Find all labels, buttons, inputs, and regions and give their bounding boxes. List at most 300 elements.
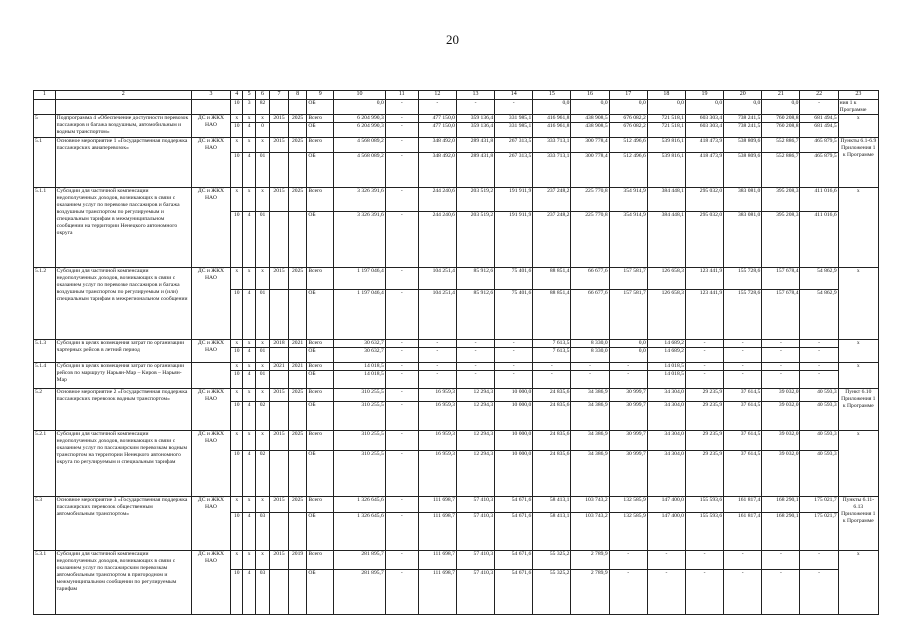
year-amount: - [385, 451, 418, 497]
amount-cell: 0,0 [609, 100, 647, 115]
code-cell: 4 [243, 371, 255, 389]
year-amount: 40 593,3 [800, 402, 838, 431]
code-cell: 82 [255, 100, 269, 115]
note-cell: x [838, 188, 878, 268]
row-title: Субсидии в целях возмещения затрат по организации рейсов по маршруту Нарьян-Мар – Киров – Нарьян-Мар [55, 363, 191, 389]
column-header: 23 [838, 91, 878, 100]
ob-amount: 4 568 089,2 [334, 153, 386, 188]
source-label: Всего [307, 268, 334, 290]
amount-cell: - [800, 100, 838, 115]
year-amount: 7 613,5 [533, 340, 571, 348]
year-amount: - [724, 363, 762, 371]
column-header: 21 [762, 91, 800, 100]
year-amount: - [385, 340, 418, 348]
year-amount: - [800, 348, 838, 363]
year-amount: 39 032,0 [762, 402, 800, 431]
source-label: ОБ [307, 290, 334, 340]
year-amount: - [385, 138, 418, 153]
year-amount: - [647, 570, 685, 615]
end-year: 2025 [288, 497, 307, 513]
source-label: Всего [307, 431, 334, 451]
column-header: 7 [270, 91, 289, 100]
year-amount: 24 835,6 [533, 389, 571, 402]
code-cell: x [243, 363, 255, 371]
year-amount: - [685, 551, 723, 570]
code-cell: 10 [231, 100, 243, 115]
year-amount: 111 698,7 [418, 497, 456, 513]
year-amount: - [385, 513, 418, 551]
year-amount: - [685, 363, 723, 371]
year-amount: 24 835,6 [533, 402, 571, 431]
year-amount: 539 816,1 [647, 138, 685, 153]
year-amount: - [609, 551, 647, 570]
page-number: 20 [446, 32, 459, 47]
column-header: 15 [533, 91, 571, 100]
column-header: 20 [724, 91, 762, 100]
executor-cell: ДС и ЖКХ НАО [191, 497, 230, 551]
year-amount: 147 400,0 [647, 513, 685, 551]
year-amount: - [533, 371, 571, 389]
code-cell: 4 [243, 570, 255, 615]
year-amount: - [385, 268, 418, 290]
year-amount: 157 581,7 [609, 290, 647, 340]
amount-cell: 0,0 [647, 100, 685, 115]
code-cell: x [243, 188, 255, 212]
year-amount: 10 000,0 [495, 402, 533, 431]
table-row [34, 340, 879, 348]
code-cell: x [243, 497, 255, 513]
year-amount: 34 386,9 [571, 451, 609, 497]
column-header: 4 [231, 91, 243, 100]
note-cell: ния 1 к Программе [838, 100, 878, 115]
empty-cell [288, 513, 307, 551]
start-year: 2015 [270, 138, 289, 153]
year-amount: 24 835,6 [533, 431, 571, 451]
ob-amount: 1 197 046,4 [334, 290, 386, 340]
code-cell: 01 [255, 290, 269, 340]
year-amount: 0,0 [609, 340, 647, 348]
year-amount: 34 304,0 [647, 431, 685, 451]
code-cell: x [231, 551, 243, 570]
start-year: 2015 [270, 431, 289, 451]
year-amount: 157 678,4 [762, 290, 800, 340]
executor-cell: ДС и ЖКХ НАО [191, 268, 230, 340]
column-header: 22 [800, 91, 838, 100]
executor-cell: ДС и ЖКХ НАО [191, 551, 230, 615]
year-amount: 157 581,7 [609, 268, 647, 290]
table-row [34, 138, 879, 153]
note-cell: x [838, 431, 878, 497]
year-amount: 37 614,5 [724, 389, 762, 402]
column-header: 9 [307, 91, 334, 100]
source-cell: ОБ [307, 100, 334, 115]
year-amount: 34 386,9 [571, 431, 609, 451]
row-number: 5.3.1 [34, 551, 56, 615]
year-amount: 111 698,7 [418, 513, 456, 551]
year-amount: - [609, 371, 647, 389]
ob-amount: 6 204 990,3 [334, 123, 386, 138]
year-amount: - [385, 389, 418, 402]
year-amount: - [385, 348, 418, 363]
year-amount: 34 304,0 [647, 389, 685, 402]
year-amount: 155 728,6 [724, 268, 762, 290]
empty-cell [270, 371, 289, 389]
year-amount: 175 021,7 [800, 497, 838, 513]
total-amount: 6 204 990,3 [334, 115, 386, 123]
year-amount: 75 401,6 [495, 290, 533, 340]
year-amount: - [418, 371, 456, 389]
end-year: 2025 [288, 389, 307, 402]
code-cell: 02 [255, 451, 269, 497]
year-amount: 16 959,3 [418, 389, 456, 402]
year-amount: - [385, 431, 418, 451]
year-amount: 395 208,3 [762, 212, 800, 268]
year-amount: 14 018,5 [647, 363, 685, 371]
year-amount: - [456, 348, 494, 363]
year-amount: 411 016,6 [800, 188, 838, 212]
executor-cell [191, 363, 230, 389]
total-amount: 1 197 046,4 [334, 268, 386, 290]
year-amount: 295 032,0 [685, 188, 723, 212]
year-amount: - [456, 340, 494, 348]
year-amount: 57 410,3 [456, 570, 494, 615]
year-amount: - [609, 363, 647, 371]
code-cell: 4 [243, 123, 255, 138]
year-amount: 411 016,6 [800, 212, 838, 268]
year-amount: - [456, 371, 494, 389]
ob-amount: 3 326 391,6 [334, 212, 386, 268]
code-cell: x [255, 497, 269, 513]
empty-cell [288, 451, 307, 497]
code-cell: x [231, 431, 243, 451]
source-label: Всего [307, 340, 334, 348]
code-cell: 4 [243, 348, 255, 363]
code-cell: x [243, 389, 255, 402]
row-title: Субсидии для частичной компенсации недополученных доходов, возникающих в связи с оказанием услуг по пассажирским перевозкам автомобильным транспортом в пригородном и межмуниципальном сообщении по регулируемым тарифам [55, 551, 191, 615]
column-header: 5 [243, 91, 255, 100]
year-amount: 123 441,9 [685, 290, 723, 340]
total-amount: 281 895,7 [334, 551, 386, 570]
year-amount: 203 519,2 [456, 188, 494, 212]
year-amount: 16 959,3 [418, 451, 456, 497]
year-amount: 168 290,1 [762, 513, 800, 551]
year-amount: 75 401,6 [495, 268, 533, 290]
year-amount: - [800, 363, 838, 371]
column-header: 19 [685, 91, 723, 100]
empty-cell [270, 402, 289, 431]
year-amount: 244 240,6 [418, 212, 456, 268]
year-amount: 54 862,9 [800, 268, 838, 290]
table-row [34, 188, 879, 212]
column-header: 17 [609, 91, 647, 100]
year-amount: 29 235,9 [685, 431, 723, 451]
year-amount: - [800, 570, 838, 615]
code-cell: 10 [231, 348, 243, 363]
amount-cell: 0,0 [334, 100, 386, 115]
column-header: 10 [334, 91, 386, 100]
table-row [34, 389, 879, 402]
row-title: Подпрограмма 4 «Обеспечение доступности перевозок пассажиров и багажа воздушным, автомобильным и водным транспортом» [55, 115, 191, 138]
year-amount: 104 251,4 [418, 268, 456, 290]
year-amount: 676 082,2 [609, 115, 647, 123]
note-cell: x [838, 551, 878, 615]
empty-cell [270, 212, 289, 268]
source-label: ОБ [307, 451, 334, 497]
year-amount: 395 208,3 [762, 188, 800, 212]
year-amount: 14 018,5 [647, 371, 685, 389]
year-amount: 603 303,4 [685, 123, 723, 138]
amount-cell: 0,0 [685, 100, 723, 115]
note-cell: x [838, 115, 878, 138]
year-amount: 85 912,6 [456, 268, 494, 290]
empty-cell [288, 212, 307, 268]
source-label: ОБ [307, 402, 334, 431]
year-amount: 16 959,3 [418, 402, 456, 431]
year-amount: - [647, 551, 685, 570]
year-amount: - [495, 363, 533, 371]
year-amount: 30 999,7 [609, 451, 647, 497]
source-label: ОБ [307, 371, 334, 389]
year-amount: - [495, 371, 533, 389]
total-amount: 14 018,5 [334, 363, 386, 371]
year-amount: - [385, 570, 418, 615]
table-row [34, 115, 879, 123]
year-amount: 39 032,0 [762, 451, 800, 497]
year-amount: - [685, 348, 723, 363]
ob-amount: 1 326 645,6 [334, 513, 386, 551]
year-amount: 66 677,6 [571, 290, 609, 340]
code-cell: 10 [231, 212, 243, 268]
end-year: 2025 [288, 138, 307, 153]
end-year: 2019 [288, 551, 307, 570]
year-amount: 7 613,5 [533, 348, 571, 363]
row-number: 5.2 [34, 389, 56, 431]
year-amount: 104 251,4 [418, 290, 456, 340]
year-amount: 57 410,3 [456, 551, 494, 570]
year-amount: 40 593,3 [800, 389, 838, 402]
year-amount: 57 410,3 [456, 513, 494, 551]
code-cell: 4 [243, 290, 255, 340]
year-amount: - [724, 348, 762, 363]
year-amount: - [418, 363, 456, 371]
year-amount: 438 908,5 [571, 123, 609, 138]
year-amount: 161 817,4 [724, 513, 762, 551]
year-amount: 155 728,6 [724, 290, 762, 340]
year-amount: 10 000,0 [495, 389, 533, 402]
column-header: 6 [255, 91, 269, 100]
year-amount: 681 494,5 [800, 115, 838, 123]
source-label: Всего [307, 551, 334, 570]
year-amount: 552 886,7 [762, 153, 800, 188]
year-amount: - [609, 570, 647, 615]
row-number: 5.1.2 [34, 268, 56, 340]
ob-amount: 310 255,5 [334, 402, 386, 431]
end-year: 2021 [288, 340, 307, 348]
ob-amount: 30 632,7 [334, 348, 386, 363]
year-amount: - [724, 551, 762, 570]
code-cell: x [231, 138, 243, 153]
source-label: Всего [307, 389, 334, 402]
year-amount: 39 032,0 [762, 431, 800, 451]
year-amount: 29 235,9 [685, 389, 723, 402]
year-amount: 738 241,5 [724, 115, 762, 123]
year-amount: 126 658,3 [647, 268, 685, 290]
table-row [34, 268, 879, 290]
year-amount: 103 743,2 [571, 513, 609, 551]
column-header: 3 [191, 91, 230, 100]
year-amount: 416 961,8 [533, 123, 571, 138]
source-label: ОБ [307, 570, 334, 615]
table-row [34, 363, 879, 371]
year-amount: 603 303,4 [685, 115, 723, 123]
row-title: Субсидии в целях возмещения затрат по организации чартерных рейсов в летний период [55, 340, 191, 363]
year-amount: 30 999,7 [609, 389, 647, 402]
total-amount: 310 255,5 [334, 431, 386, 451]
year-amount: - [385, 371, 418, 389]
code-cell: 0 [255, 123, 269, 138]
source-label: ОБ [307, 212, 334, 268]
year-amount: 10 000,0 [495, 431, 533, 451]
amount-cell: - [418, 100, 456, 115]
note-cell: x [838, 363, 878, 389]
column-header: 16 [571, 91, 609, 100]
year-amount: - [724, 570, 762, 615]
year-amount: - [762, 363, 800, 371]
note-cell: Пункты 6.1-6.9 Приложения 1 к Программе [838, 138, 878, 188]
code-cell: x [231, 188, 243, 212]
start-year: 2015 [270, 497, 289, 513]
code-cell: x [255, 188, 269, 212]
end-year: 2025 [288, 188, 307, 212]
executor-cell: ДС и ЖКХ НАО [191, 115, 230, 138]
year-amount: 191 911,9 [495, 212, 533, 268]
year-amount: 418 473,9 [685, 138, 723, 153]
code-cell: x [255, 138, 269, 153]
year-amount: 384 448,1 [647, 212, 685, 268]
empty-cell [270, 451, 289, 497]
code-cell: x [255, 115, 269, 123]
year-amount: 333 713,1 [533, 138, 571, 153]
row-number: 5 [34, 115, 56, 138]
source-label: Всего [307, 497, 334, 513]
year-amount: 40 593,3 [800, 431, 838, 451]
year-amount: 552 886,7 [762, 138, 800, 153]
row-number: 5.3 [34, 497, 56, 551]
code-cell: 01 [255, 212, 269, 268]
year-amount: 57 410,3 [456, 497, 494, 513]
start-year: 2018 [270, 340, 289, 348]
year-amount: - [418, 340, 456, 348]
source-label: Всего [307, 188, 334, 212]
year-amount: - [800, 371, 838, 389]
empty-cell [270, 513, 289, 551]
total-amount: 4 568 089,2 [334, 138, 386, 153]
year-amount: - [385, 290, 418, 340]
year-amount: 738 241,5 [724, 123, 762, 138]
year-amount: - [762, 551, 800, 570]
year-amount: 54 671,6 [495, 513, 533, 551]
year-amount: 539 816,1 [647, 153, 685, 188]
year-amount: 244 240,6 [418, 188, 456, 212]
code-cell: 03 [255, 513, 269, 551]
year-amount: - [385, 188, 418, 212]
year-amount: - [762, 570, 800, 615]
executor-cell: ДС и ЖКХ НАО [191, 138, 230, 188]
code-cell: 4 [243, 212, 255, 268]
year-amount: 88 851,4 [533, 290, 571, 340]
ob-amount: 310 255,5 [334, 451, 386, 497]
amount-cell: - [456, 100, 494, 115]
row-number: 5.1.4 [34, 363, 56, 389]
budget-table [33, 90, 879, 615]
year-amount: 354 914,9 [609, 188, 647, 212]
code-cell: 4 [243, 402, 255, 431]
row-title: Субсидии для частичной компенсации недополученных доходов, возникающих в связи с оказанием услуг по пассажирским перевозкам водным транспортом на территории Ненецкого автономного округа по регулируемым и специальным тарифам [55, 431, 191, 497]
source-label: Всего [307, 115, 334, 123]
source-label: ОБ [307, 153, 334, 188]
year-amount: 126 658,3 [647, 290, 685, 340]
year-amount: 721 518,1 [647, 115, 685, 123]
year-amount: 34 386,9 [571, 402, 609, 431]
year-amount: 331 985,1 [495, 115, 533, 123]
column-header: 14 [495, 91, 533, 100]
year-amount: 8 330,0 [571, 340, 609, 348]
year-amount: 331 985,1 [495, 123, 533, 138]
code-cell: 03 [255, 570, 269, 615]
year-amount: 2 789,9 [571, 551, 609, 570]
empty-cell [288, 348, 307, 363]
code-cell: x [255, 551, 269, 570]
amount-cell: 0,0 [762, 100, 800, 115]
year-amount: - [385, 153, 418, 188]
year-amount: 477 150,0 [418, 115, 456, 123]
note-cell: Пункт 6.10 Приложения 1 к Программе [838, 389, 878, 431]
table-row [34, 497, 879, 513]
year-amount: - [685, 340, 723, 348]
year-amount: - [385, 497, 418, 513]
year-amount: 29 235,9 [685, 402, 723, 431]
ob-amount: 14 018,5 [334, 371, 386, 389]
empty-cell [288, 402, 307, 431]
row-number: 5.1.1 [34, 188, 56, 268]
year-amount: 384 448,1 [647, 188, 685, 212]
year-amount: 354 914,9 [609, 212, 647, 268]
empty-cell [270, 290, 289, 340]
year-amount: - [800, 551, 838, 570]
year-amount: 34 386,9 [571, 389, 609, 402]
end-year: 2021 [288, 363, 307, 371]
year-amount: 681 494,5 [800, 123, 838, 138]
year-amount: - [762, 371, 800, 389]
column-header: 2 [55, 91, 191, 100]
year-amount: - [685, 371, 723, 389]
table-row [34, 551, 879, 570]
year-amount: 85 912,6 [456, 290, 494, 340]
code-cell: x [243, 115, 255, 123]
year-amount: - [533, 363, 571, 371]
year-amount: 34 304,0 [647, 402, 685, 431]
row-title: Основное мероприятие 3 «Государственная поддержка пассажирских перевозок общественным автомобильным транспортом» [55, 497, 191, 551]
executor-cell: ДС и ЖКХ НАО [191, 389, 230, 431]
code-cell: x [255, 389, 269, 402]
year-amount: 58 413,1 [533, 513, 571, 551]
end-year: 2025 [288, 115, 307, 123]
year-amount: - [385, 115, 418, 123]
year-amount: 10 000,0 [495, 451, 533, 497]
year-amount: 225 770,8 [571, 188, 609, 212]
empty-cell [270, 348, 289, 363]
year-amount: 203 519,2 [456, 212, 494, 268]
